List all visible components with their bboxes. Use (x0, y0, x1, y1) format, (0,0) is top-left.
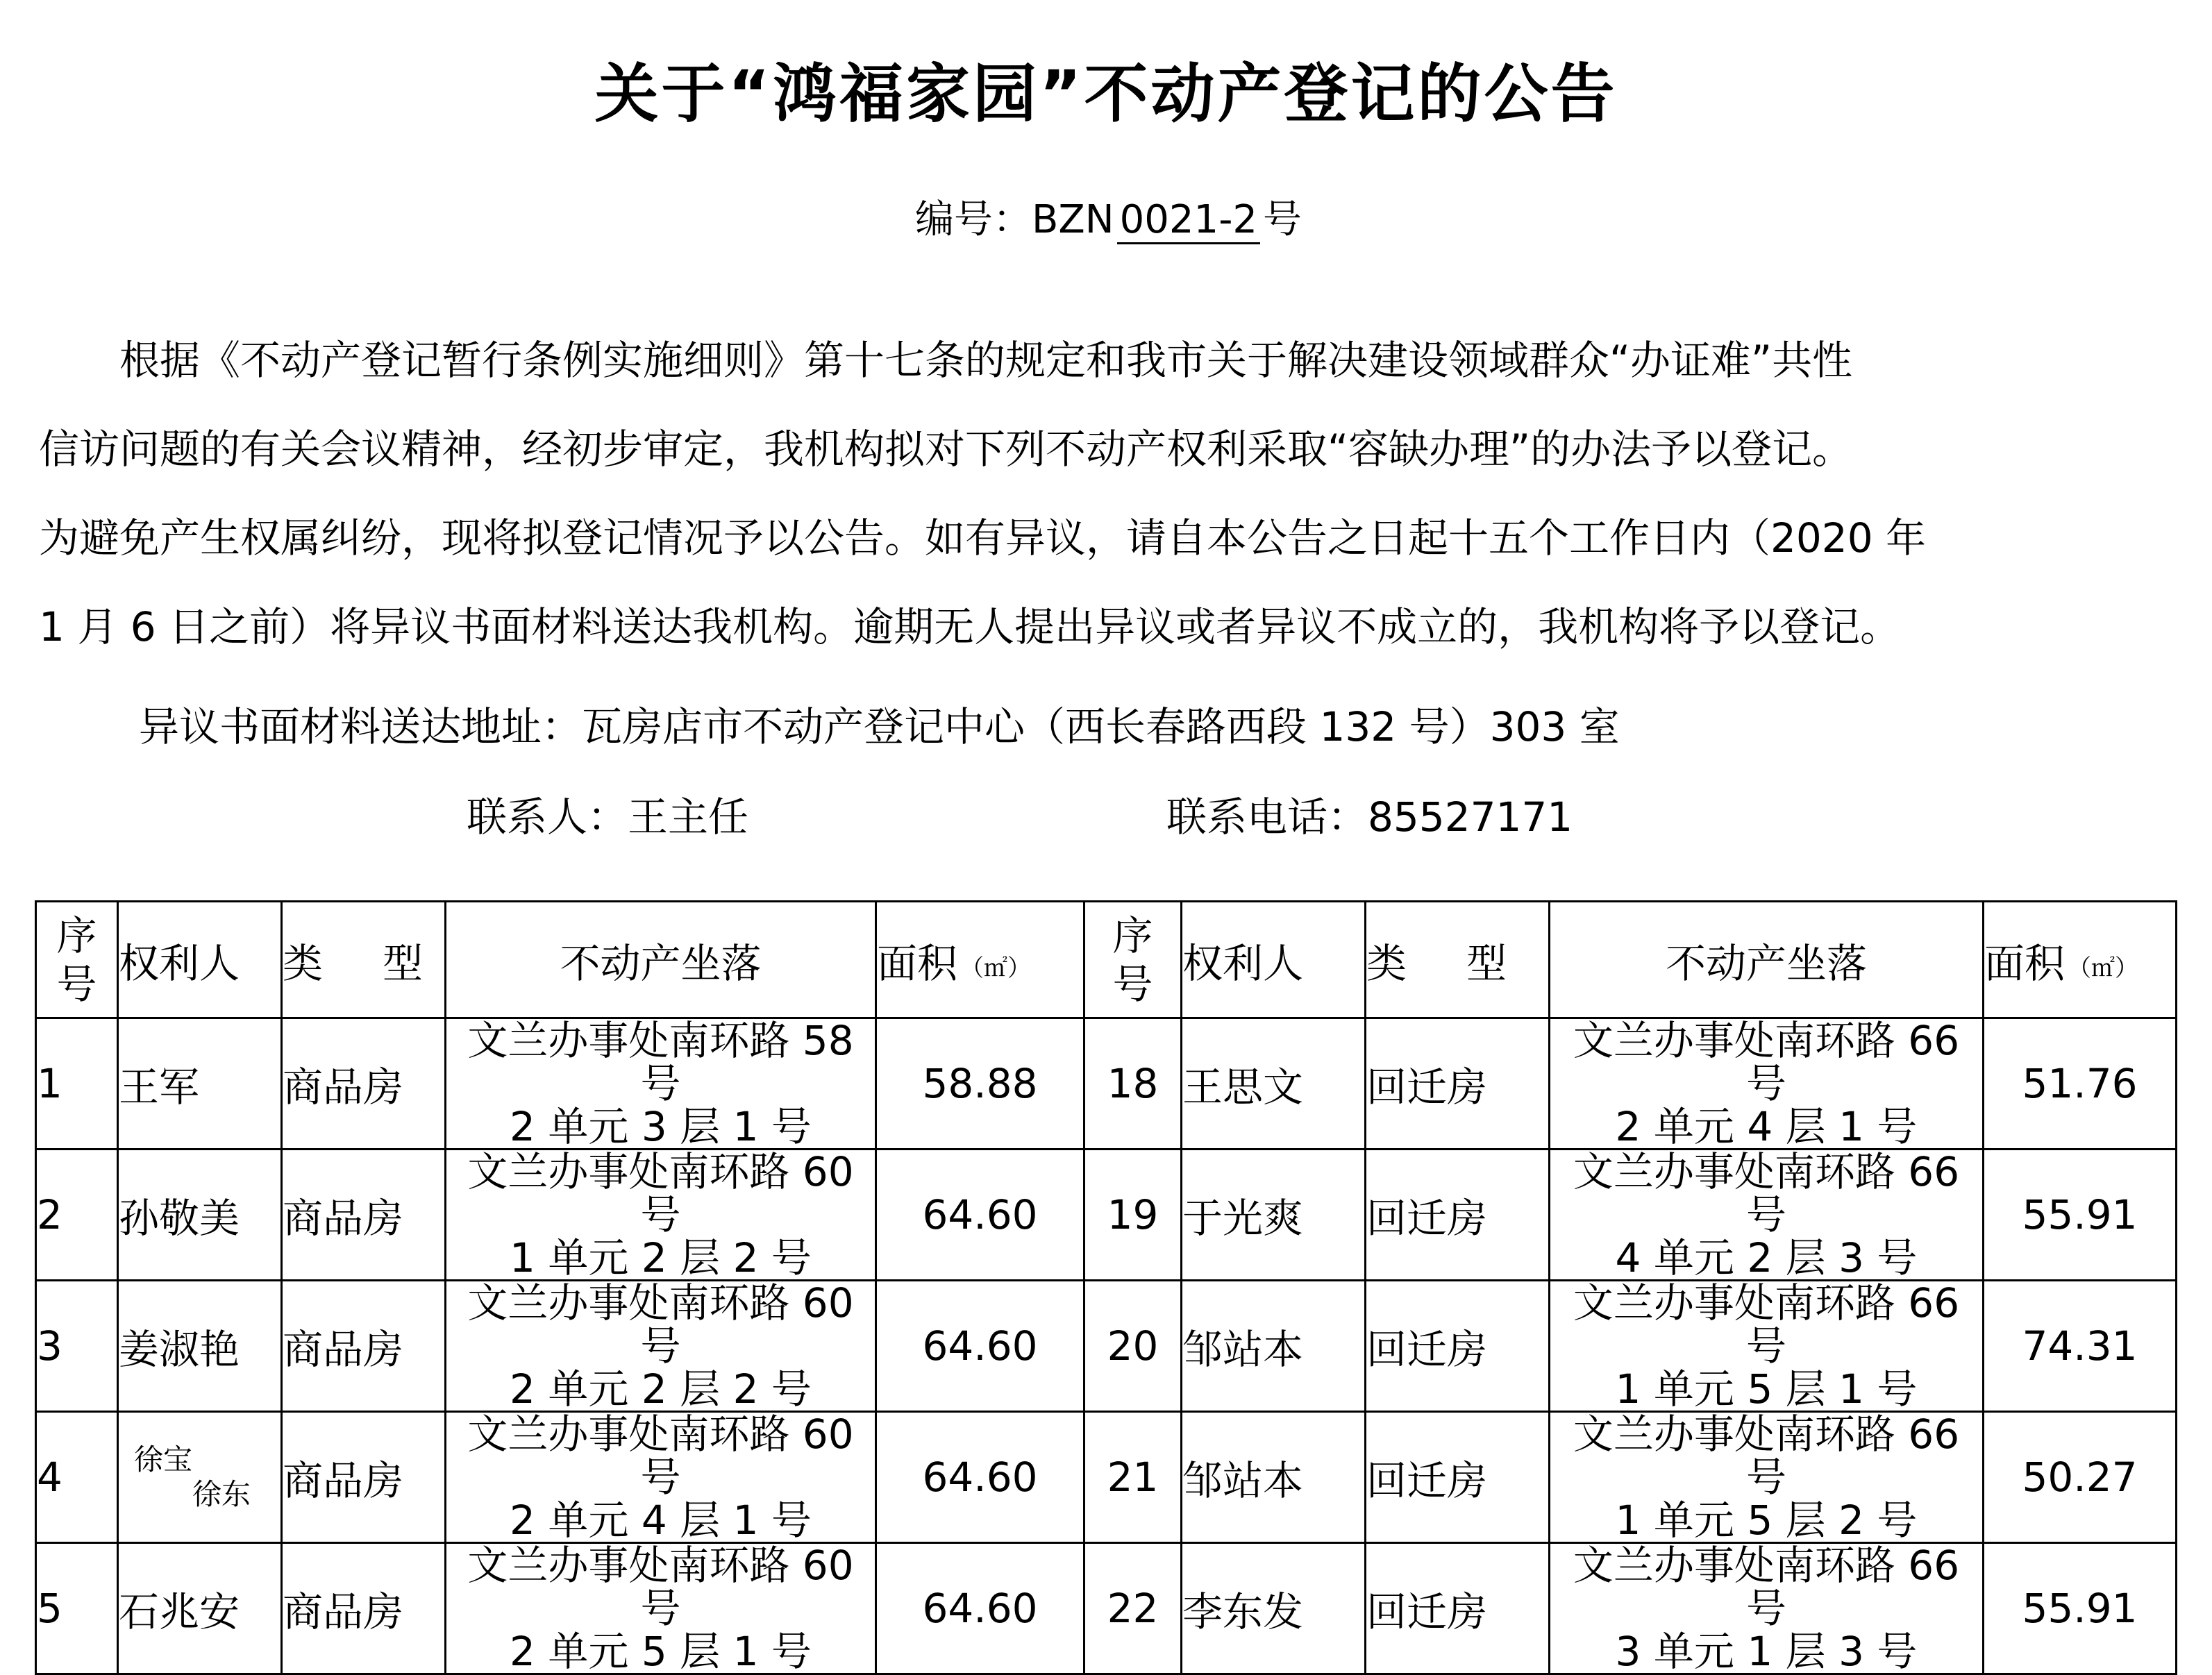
registration-table (35, 900, 2177, 1675)
cell-seq: 20 (1084, 1281, 1182, 1412)
cell-area: 50.27 (1984, 1412, 2177, 1543)
cell-location: 文兰办事处南环路 66 号 3 单元 1 层 3 号 (1550, 1543, 1984, 1674)
document-number (915, 189, 1302, 244)
cell-area: 64.60 (876, 1150, 1084, 1281)
cell-owner: 石兆安 (118, 1543, 282, 1674)
table-row (36, 1018, 2177, 1150)
header-owner: 权利人 (1182, 902, 1366, 1018)
cell-seq: 2 (36, 1150, 118, 1281)
cell-area: 74.31 (1984, 1281, 2177, 1412)
table-header-row (36, 902, 2177, 1018)
body-line: 为避免产生权属纠纷，现将拟登记情况予以公告。如有异议，请自本公告之日起十五个工作日内（2020 年 (39, 514, 1927, 562)
cell-owner: 邹站本 (1182, 1412, 1366, 1543)
cell-type: 商品房 (282, 1412, 446, 1543)
cell-seq: 19 (1084, 1150, 1182, 1281)
header-location: 不动产坐落 (446, 902, 876, 1018)
cell-location: 文兰办事处南环路 60 号 1 单元 2 层 2 号 (446, 1150, 876, 1281)
cell-type: 回迁房 (1366, 1150, 1550, 1281)
cell-seq: 3 (36, 1281, 118, 1412)
cell-area: 64.60 (876, 1412, 1084, 1543)
cell-location: 文兰办事处南环路 66 号 1 单元 5 层 2 号 (1550, 1412, 1984, 1543)
cell-owner: 于光爽 (1182, 1150, 1366, 1281)
cell-location: 文兰办事处南环路 66 号 1 单元 5 层 1 号 (1550, 1281, 1984, 1412)
header-type: 类 型 (1366, 902, 1550, 1018)
table-row (36, 1412, 2177, 1543)
objection-address: 异议书面材料送达地址：瓦房店市不动产登记中心（西长春路西段 132 号）303 室 (139, 703, 1620, 750)
cell-location: 文兰办事处南环路 66 号 4 单元 2 层 3 号 (1550, 1150, 1984, 1281)
contact-person: 联系人：王主任 (467, 793, 749, 841)
cell-seq: 1 (36, 1018, 118, 1150)
cell-area: 64.60 (876, 1281, 1084, 1412)
cell-type: 商品房 (282, 1543, 446, 1674)
body-line: 1 月 6 日之前）将异议书面材料送达我机构。逾期无人提出异议或者异议不成立的，我机构将予以登记。 (39, 603, 1901, 650)
cell-type: 商品房 (282, 1150, 446, 1281)
cell-owner: 姜淑艳 (118, 1281, 282, 1412)
cell-type: 商品房 (282, 1018, 446, 1150)
cell-seq: 5 (36, 1543, 118, 1674)
cell-location: 文兰办事处南环路 66 号 2 单元 4 层 1 号 (1550, 1018, 1984, 1150)
cell-seq: 21 (1084, 1412, 1182, 1543)
cell-seq: 18 (1084, 1018, 1182, 1150)
header-seq: 序 号 (36, 902, 118, 1018)
contact-phone: 联系电话：85527171 (1166, 793, 1573, 841)
cell-area: 55.91 (1984, 1150, 2177, 1281)
cell-location: 文兰办事处南环路 58 号 2 单元 3 层 1 号 (446, 1018, 876, 1150)
cell-location: 文兰办事处南环路 60 号 2 单元 5 层 1 号 (446, 1543, 876, 1674)
page-title: 关于“鸿福家园”不动产登记的公告 (594, 57, 1618, 131)
cell-owner: 李东发 (1182, 1543, 1366, 1674)
cell-type: 回迁房 (1366, 1543, 1550, 1674)
header-type: 类 型 (282, 902, 446, 1018)
cell-type: 回迁房 (1366, 1018, 1550, 1150)
cell-area: 58.88 (876, 1018, 1084, 1150)
document-number-suffix: 号 (1263, 197, 1302, 242)
cell-area: 64.60 (876, 1543, 1084, 1674)
cell-type: 回迁房 (1366, 1412, 1550, 1543)
header-seq: 序 号 (1084, 902, 1182, 1018)
cell-owner: 邹站本 (1182, 1281, 1366, 1412)
cell-owner: 徐宝 徐东 (118, 1412, 282, 1543)
cell-area: 55.91 (1984, 1543, 2177, 1674)
cell-type: 回迁房 (1366, 1281, 1550, 1412)
cell-seq: 4 (36, 1412, 118, 1543)
cell-owner: 王思文 (1182, 1018, 1366, 1150)
header-area: 面积 （㎡） (1984, 902, 2177, 1018)
table-row (36, 1150, 2177, 1281)
header-area: 面积 （㎡） (876, 902, 1084, 1018)
body-line: 信访问题的有关会议精神，经初步审定，我机构拟对下列不动产权利采取“容缺办理”的办法予以登记。 (39, 426, 1853, 473)
cell-location: 文兰办事处南环路 60 号 2 单元 2 层 2 号 (446, 1281, 876, 1412)
cell-owner: 孙敬美 (118, 1150, 282, 1281)
document-number-value: 0021-2 (1117, 200, 1260, 244)
cell-owner: 王军 (118, 1018, 282, 1150)
table-row (36, 1281, 2177, 1412)
announcement-body (39, 316, 2177, 671)
cell-location: 文兰办事处南环路 60 号 2 单元 4 层 1 号 (446, 1412, 876, 1543)
document-number-prefix: 编号：BZN (915, 197, 1114, 242)
cell-type: 商品房 (282, 1281, 446, 1412)
cell-area: 51.76 (1984, 1018, 2177, 1150)
cell-seq: 22 (1084, 1543, 1182, 1674)
header-location: 不动产坐落 (1550, 902, 1984, 1018)
body-line: 根据《不动产登记暂行条例实施细则》第十七条的规定和我市关于解决建设领域群众“办证难”共性 (39, 337, 1853, 384)
header-owner: 权利人 (118, 902, 282, 1018)
table-row (36, 1543, 2177, 1674)
